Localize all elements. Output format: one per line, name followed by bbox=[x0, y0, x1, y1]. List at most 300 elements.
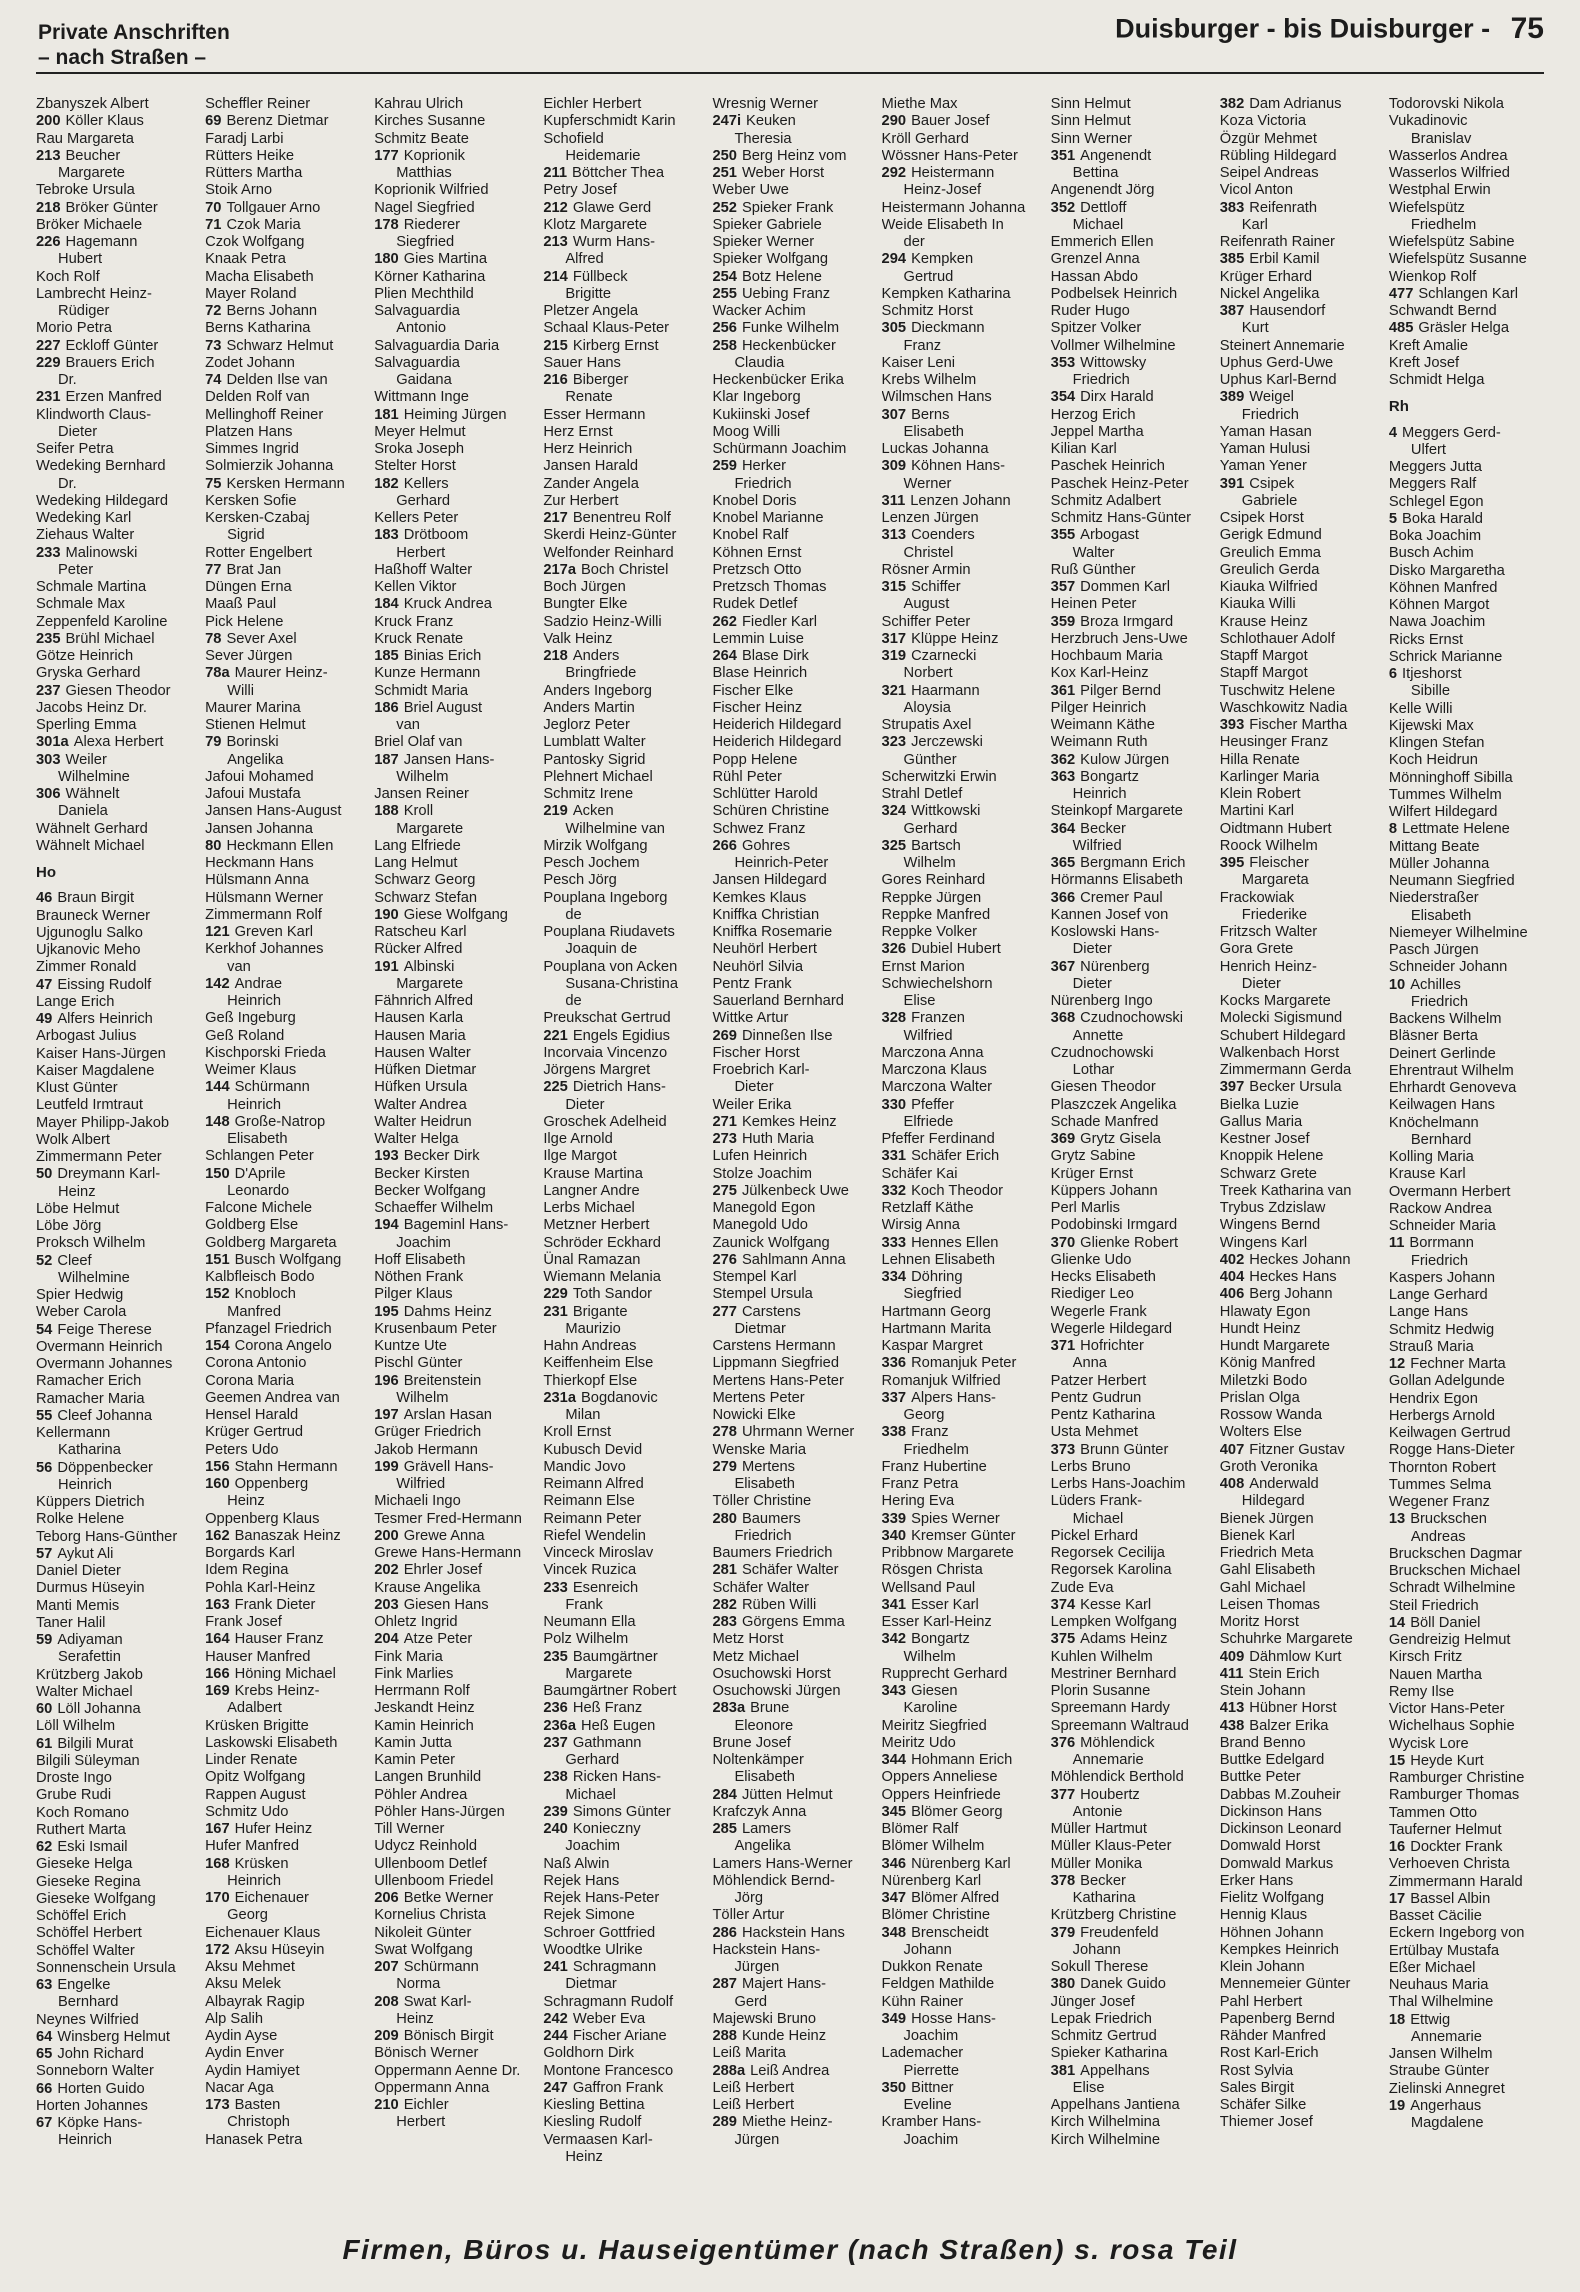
resident-name: Friedrich bbox=[1241, 406, 1299, 423]
resident-entry bbox=[543, 217, 702, 234]
resident-name: Brune Josef bbox=[712, 1734, 791, 1751]
resident-entry bbox=[1389, 942, 1548, 959]
resident-name: Rackow Andrea bbox=[1388, 1200, 1492, 1217]
house-number: 70 bbox=[205, 199, 222, 216]
house-number: 4 bbox=[1388, 424, 1398, 441]
resident-entry bbox=[1051, 1562, 1210, 1579]
resident-entry bbox=[882, 251, 1041, 268]
resident-name: Grube Rudi bbox=[36, 1787, 112, 1804]
resident-name: Ratscheu Karl bbox=[374, 924, 467, 940]
resident-entry bbox=[1389, 1632, 1548, 1649]
resident-name: Wegerle Hildegard bbox=[1050, 1320, 1173, 1337]
house-number: 163 bbox=[205, 1596, 230, 1613]
entry-continuation bbox=[543, 1597, 702, 1614]
resident-name: Krüger Gertrud bbox=[205, 1424, 304, 1441]
resident-name: Montone Francesco bbox=[543, 2062, 674, 2079]
resident-name: Kniffka Christian bbox=[712, 906, 820, 923]
resident-entry bbox=[374, 1942, 533, 1959]
resident-name: Krüsken Brigitte bbox=[205, 1717, 309, 1734]
resident-entry bbox=[1389, 2081, 1548, 2098]
resident-name: Heiderich Hildegard bbox=[712, 717, 842, 733]
resident-entry bbox=[205, 1838, 364, 1855]
resident-name: Heinz bbox=[227, 1493, 265, 1510]
resident-name: Jülkenbeck Uwe bbox=[741, 1182, 849, 1199]
resident-name: Hufer Heinz bbox=[234, 1821, 313, 1837]
resident-entry bbox=[543, 1528, 702, 1545]
house-number: 194 bbox=[374, 1217, 399, 1234]
resident-name: Schrick Marianne bbox=[1388, 648, 1503, 665]
resident-entry bbox=[36, 1943, 195, 1960]
entry-continuation bbox=[205, 752, 364, 769]
resident-name: Zimmermann Rolf bbox=[205, 906, 322, 923]
resident-name: Stein Johann bbox=[1219, 1683, 1306, 1699]
resident-name: Heckes Hans bbox=[1249, 1269, 1337, 1285]
house-number: 264 bbox=[712, 648, 737, 664]
house-number: 178 bbox=[374, 216, 399, 233]
resident-entry bbox=[882, 1562, 1041, 1579]
resident-entry bbox=[712, 113, 871, 130]
resident-name: Jakob Hermann bbox=[374, 1441, 478, 1458]
house-number: 241 bbox=[543, 1959, 568, 1975]
house-number: 193 bbox=[374, 1148, 399, 1165]
resident-name: Strauß Maria bbox=[1388, 1338, 1474, 1355]
resident-entry bbox=[712, 648, 871, 665]
resident-entry bbox=[36, 527, 195, 544]
resident-name: Baumers bbox=[741, 1510, 801, 1527]
resident-name: Gräsler Helga bbox=[1418, 320, 1509, 337]
resident-name: Friedrich bbox=[734, 475, 792, 492]
resident-entry bbox=[36, 908, 195, 925]
resident-entry bbox=[1389, 735, 1548, 752]
house-number: 61 bbox=[36, 1735, 53, 1752]
resident-entry bbox=[543, 648, 702, 665]
resident-name: Heß Franz bbox=[572, 1700, 643, 1717]
resident-name: Kerkhof Johannes bbox=[205, 941, 324, 958]
resident-name: Jörg bbox=[734, 1890, 764, 1906]
resident-entry bbox=[712, 269, 871, 286]
resident-name: Götze Heinrich bbox=[36, 648, 134, 664]
resident-entry bbox=[205, 614, 364, 631]
resident-entry bbox=[712, 1597, 871, 1614]
resident-name: Sahlmann Anna bbox=[741, 1251, 846, 1268]
resident-entry bbox=[374, 476, 533, 493]
resident-name: Coenders bbox=[911, 527, 975, 544]
resident-entry bbox=[712, 976, 871, 993]
resident-entry bbox=[1220, 1666, 1379, 1683]
resident-entry bbox=[543, 1045, 702, 1062]
resident-entry bbox=[1389, 1011, 1548, 1028]
resident-name: Karlinger Maria bbox=[1219, 768, 1320, 785]
resident-entry bbox=[1389, 1304, 1548, 1321]
resident-entry bbox=[1220, 1907, 1379, 1924]
resident-name: Leutfeld Irmtraut bbox=[36, 1097, 143, 1114]
resident-entry bbox=[1220, 372, 1379, 389]
resident-entry bbox=[543, 545, 702, 562]
resident-entry bbox=[36, 545, 195, 562]
resident-name: Kreft Josef bbox=[1388, 354, 1460, 371]
resident-name: Wegener Franz bbox=[1388, 1494, 1490, 1510]
resident-entry bbox=[1389, 1494, 1548, 1511]
resident-name: Jörgens Margret bbox=[543, 1062, 651, 1078]
resident-entry bbox=[712, 2114, 871, 2131]
resident-name: Pentz Gudrun bbox=[1050, 1389, 1142, 1406]
resident-name: Aykut Ali bbox=[57, 1545, 114, 1562]
resident-entry bbox=[712, 251, 871, 268]
resident-entry bbox=[1389, 251, 1548, 268]
resident-name: Serafettin bbox=[58, 1649, 121, 1666]
resident-name: Wienkop Rolf bbox=[1388, 268, 1477, 285]
resident-entry bbox=[1051, 959, 1210, 976]
resident-name: Willi bbox=[227, 682, 255, 699]
resident-entry bbox=[374, 1528, 533, 1545]
resident-entry bbox=[1389, 1339, 1548, 1356]
resident-name: Nürenberg bbox=[1080, 958, 1150, 975]
resident-entry bbox=[1389, 1598, 1548, 1615]
resident-entry bbox=[1389, 821, 1548, 838]
resident-entry bbox=[374, 959, 533, 976]
entry-continuation bbox=[543, 1407, 702, 1424]
resident-name: Schmitz Hans-Günter bbox=[1050, 510, 1192, 526]
resident-name: Anna bbox=[1072, 1355, 1107, 1372]
house-number: 212 bbox=[543, 199, 568, 216]
house-number: 202 bbox=[374, 1562, 399, 1579]
resident-entry bbox=[205, 1683, 364, 1700]
resident-entry bbox=[543, 1700, 702, 1717]
resident-name: Albayrak Ragip bbox=[205, 1993, 305, 2010]
resident-name: Sonneborn Walter bbox=[36, 2063, 154, 2080]
resident-entry bbox=[543, 1235, 702, 1252]
resident-name: Kunze Hermann bbox=[374, 665, 481, 682]
resident-entry bbox=[205, 131, 364, 148]
resident-entry bbox=[374, 407, 533, 424]
resident-name: Schwarz Helmut bbox=[226, 337, 334, 354]
resident-entry bbox=[712, 821, 871, 838]
resident-entry bbox=[205, 1010, 364, 1027]
resident-entry bbox=[36, 1977, 195, 1994]
resident-entry bbox=[1051, 113, 1210, 130]
entry-continuation bbox=[1389, 2029, 1548, 2046]
resident-entry bbox=[712, 2045, 871, 2062]
resident-name: Neuhörl Silvia bbox=[712, 958, 804, 975]
resident-entry bbox=[1051, 1114, 1210, 1131]
resident-name: Frank bbox=[565, 1596, 603, 1613]
resident-entry bbox=[712, 1200, 871, 1217]
resident-entry bbox=[1220, 165, 1379, 182]
resident-name: Meggers Ralf bbox=[1388, 476, 1477, 493]
resident-entry bbox=[712, 1649, 871, 1666]
house-number: 383 bbox=[1219, 199, 1245, 216]
resident-entry bbox=[1220, 700, 1379, 717]
resident-entry bbox=[1051, 1010, 1210, 1027]
resident-entry bbox=[1389, 528, 1548, 545]
house-number: 142 bbox=[205, 975, 230, 992]
resident-name: Giesen bbox=[911, 1683, 958, 1699]
resident-name: Alexa Herbert bbox=[73, 734, 164, 751]
entry-continuation bbox=[36, 1270, 195, 1287]
house-number: 313 bbox=[881, 527, 907, 544]
resident-name: Heistermann Johanna bbox=[881, 199, 1026, 216]
resident-entry bbox=[1220, 786, 1379, 803]
resident-entry bbox=[543, 527, 702, 544]
resident-name: Funke Wilhelm bbox=[741, 320, 840, 337]
entry-continuation bbox=[1051, 1890, 1210, 1907]
resident-name: Valk Heinz bbox=[543, 630, 613, 647]
resident-entry bbox=[882, 769, 1041, 786]
resident-name: Koslowski Hans- bbox=[1050, 924, 1160, 940]
house-number: 233 bbox=[36, 544, 61, 561]
resident-entry bbox=[543, 1010, 702, 1027]
resident-entry bbox=[1051, 1269, 1210, 1286]
resident-entry bbox=[1220, 1407, 1379, 1424]
resident-entry bbox=[36, 458, 195, 475]
resident-name: Klar Ingeborg bbox=[712, 389, 801, 406]
resident-entry bbox=[543, 1856, 702, 1873]
resident-name: Falcone Michele bbox=[205, 1200, 313, 1216]
resident-name: Wilhelm bbox=[396, 1389, 449, 1406]
resident-name: Heckmann Hans bbox=[205, 855, 314, 871]
resident-name: Koch Heidrun bbox=[1388, 752, 1478, 769]
resident-entry bbox=[1051, 458, 1210, 475]
resident-name: Heinrich bbox=[58, 2132, 112, 2149]
resident-name: Plien Mechthild bbox=[374, 285, 474, 302]
resident-name: Gabriele bbox=[1241, 492, 1298, 509]
resident-name: Jafoui Mohamed bbox=[205, 768, 314, 785]
resident-name: Ernst Marion bbox=[881, 958, 965, 975]
resident-name: Hochbaum Maria bbox=[1050, 648, 1163, 664]
resident-name: Hausendorf bbox=[1249, 303, 1326, 319]
resident-entry bbox=[543, 700, 702, 717]
resident-entry bbox=[712, 1787, 871, 1804]
resident-name: Schmidt Maria bbox=[374, 682, 469, 699]
resident-entry bbox=[1220, 1373, 1379, 1390]
house-number: 337 bbox=[881, 1389, 907, 1406]
resident-name: Acken bbox=[572, 803, 614, 820]
entry-continuation bbox=[882, 821, 1041, 838]
resident-entry bbox=[36, 994, 195, 1011]
resident-name: Buttke Peter bbox=[1219, 1769, 1301, 1786]
resident-entry bbox=[36, 1615, 195, 1632]
resident-name: Küppers Johann bbox=[1050, 1182, 1158, 1199]
resident-name: Gerigk Edmund bbox=[1219, 527, 1322, 544]
resident-name: Schubert Hildegard bbox=[1219, 1027, 1346, 1044]
resident-entry bbox=[1389, 165, 1548, 182]
resident-name: Fielitz Wolfgang bbox=[1219, 1890, 1324, 1906]
resident-entry bbox=[1051, 1787, 1210, 1804]
resident-entry bbox=[1220, 2028, 1379, 2045]
resident-entry bbox=[1389, 1408, 1548, 1425]
resident-name: Fischer Heinz bbox=[712, 699, 803, 716]
resident-entry bbox=[712, 1010, 871, 1027]
house-number: 54 bbox=[36, 1321, 53, 1338]
entry-continuation bbox=[1051, 217, 1210, 234]
resident-name: Zodet Johann bbox=[205, 354, 295, 371]
resident-entry bbox=[1051, 1545, 1210, 1562]
resident-name: Bauer Josef bbox=[911, 113, 990, 130]
house-number: 336 bbox=[881, 1355, 907, 1372]
resident-name: Margarete bbox=[396, 975, 464, 992]
resident-entry bbox=[882, 1804, 1041, 1821]
resident-name: Wilhelmine bbox=[58, 1269, 130, 1286]
resident-entry bbox=[1051, 407, 1210, 424]
resident-entry bbox=[36, 2115, 195, 2132]
house-number: 183 bbox=[374, 527, 399, 544]
resident-name: Müller Johanna bbox=[1388, 855, 1490, 872]
resident-name: Berns bbox=[911, 406, 950, 423]
resident-name: Jütten Helmut bbox=[741, 1786, 833, 1803]
resident-name: Klindworth Claus- bbox=[36, 406, 152, 423]
resident-name: Pesch Jörg bbox=[543, 872, 617, 889]
resident-name: Pentz Frank bbox=[712, 975, 792, 992]
resident-name: Lademacher bbox=[881, 2045, 964, 2062]
resident-name: Spieker Wolfgang bbox=[712, 251, 829, 268]
resident-name: Bernhard bbox=[58, 1994, 119, 2011]
resident-name: Hubert bbox=[58, 251, 103, 268]
resident-entry bbox=[374, 1493, 533, 1510]
resident-name: Antonio bbox=[396, 320, 447, 337]
resident-name: Bungter Elke bbox=[543, 596, 628, 613]
resident-name: Ulfert bbox=[1410, 441, 1446, 458]
resident-name: Schmale Max bbox=[36, 596, 125, 613]
resident-entry bbox=[1389, 1856, 1548, 1873]
resident-name: Podobinski Irmgard bbox=[1050, 1217, 1178, 1234]
house-number: 235 bbox=[36, 630, 61, 647]
resident-name: Preukschat Gertrud bbox=[543, 1010, 671, 1027]
resident-name: Antonie bbox=[1072, 1803, 1123, 1820]
resident-name: Arslan Hasan bbox=[403, 1407, 492, 1423]
resident-name: Heckenbücker bbox=[741, 337, 836, 354]
resident-entry bbox=[205, 2080, 364, 2097]
entry-continuation bbox=[882, 1407, 1041, 1424]
resident-entry bbox=[882, 372, 1041, 389]
entry-continuation bbox=[882, 1286, 1041, 1303]
resident-entry bbox=[374, 1459, 533, 1476]
column-2 bbox=[205, 96, 364, 2186]
house-number: 368 bbox=[1050, 1010, 1076, 1027]
resident-name: Möhlendick Berthold bbox=[1050, 1769, 1184, 1786]
resident-entry bbox=[1220, 821, 1379, 838]
resident-entry bbox=[36, 1667, 195, 1684]
resident-entry bbox=[712, 424, 871, 441]
resident-entry bbox=[543, 1390, 702, 1407]
resident-name: Brigante bbox=[572, 1303, 628, 1320]
resident-entry bbox=[712, 1045, 871, 1062]
resident-entry bbox=[712, 959, 871, 976]
resident-entry bbox=[36, 683, 195, 700]
resident-name: Hildegard bbox=[1241, 1493, 1305, 1510]
resident-entry bbox=[374, 200, 533, 217]
house-number: 214 bbox=[543, 268, 568, 285]
resident-name: Sperling Emma bbox=[36, 717, 137, 733]
resident-entry bbox=[205, 1752, 364, 1769]
resident-entry bbox=[374, 1338, 533, 1355]
house-number: 378 bbox=[1050, 1872, 1076, 1889]
resident-entry bbox=[712, 2011, 871, 2028]
resident-entry bbox=[1051, 1183, 1210, 1200]
resident-name: Lettmate Helene bbox=[1402, 821, 1510, 838]
resident-entry bbox=[712, 2063, 871, 2080]
resident-entry bbox=[882, 1252, 1041, 1269]
resident-entry bbox=[543, 2080, 702, 2097]
resident-name: Giesen Theodor bbox=[1050, 1079, 1156, 1096]
resident-entry bbox=[543, 131, 702, 148]
resident-entry bbox=[1220, 200, 1379, 217]
resident-entry bbox=[1389, 1097, 1548, 1114]
resident-name: Peter bbox=[58, 561, 94, 578]
resident-name: Hausen Maria bbox=[374, 1027, 466, 1044]
resident-name: Adiyaman bbox=[57, 1632, 123, 1648]
resident-entry bbox=[205, 303, 364, 320]
resident-name: Rogge Hans-Dieter bbox=[1388, 1442, 1515, 1459]
resident-entry bbox=[205, 1942, 364, 1959]
resident-name: Aydin Hamiyet bbox=[205, 2062, 300, 2079]
resident-name: Dieckmann bbox=[911, 320, 985, 337]
resident-entry bbox=[882, 458, 1041, 475]
resident-name: Rübling Hildegard bbox=[1219, 147, 1337, 164]
resident-name: Gahl Elisabeth bbox=[1219, 1562, 1316, 1579]
resident-entry bbox=[882, 1718, 1041, 1735]
resident-name: Dettloff bbox=[1080, 199, 1127, 216]
resident-name: Jeppel Martha bbox=[1050, 423, 1144, 440]
resident-name: Kalbfleisch Bodo bbox=[205, 1269, 315, 1285]
resident-entry bbox=[1051, 803, 1210, 820]
resident-name: Scherwitzki Erwin bbox=[881, 768, 997, 785]
house-number: 209 bbox=[374, 2028, 399, 2044]
resident-entry bbox=[712, 1856, 871, 1873]
resident-entry bbox=[1051, 579, 1210, 596]
house-number: 213 bbox=[543, 234, 568, 250]
resident-name: Bröker Michaele bbox=[36, 216, 143, 233]
resident-entry bbox=[882, 924, 1041, 941]
resident-entry bbox=[712, 562, 871, 579]
resident-name: Becker bbox=[1080, 1872, 1126, 1889]
resident-name: Schradt Wilhelmine bbox=[1388, 1580, 1516, 1597]
resident-entry bbox=[205, 700, 364, 717]
resident-name: Zaunick Wolfgang bbox=[712, 1234, 830, 1251]
resident-entry bbox=[882, 1183, 1041, 1200]
resident-name: Manfred bbox=[227, 1303, 281, 1320]
resident-entry bbox=[1389, 338, 1548, 355]
resident-entry bbox=[882, 389, 1041, 406]
resident-name: Gathmann bbox=[572, 1734, 642, 1751]
resident-name: Kannen Josef von bbox=[1050, 906, 1169, 923]
resident-entry bbox=[543, 1028, 702, 1045]
resident-name: de bbox=[565, 906, 582, 923]
house-number: 236 bbox=[543, 1700, 568, 1717]
resident-entry bbox=[1220, 476, 1379, 493]
resident-entry bbox=[374, 1804, 533, 1821]
resident-name: Krüsken bbox=[234, 1855, 289, 1872]
resident-entry bbox=[1389, 1925, 1548, 1942]
resident-name: Wiefelspütz Susanne bbox=[1388, 251, 1527, 268]
entry-continuation bbox=[1051, 1355, 1210, 1372]
listing-columns bbox=[36, 96, 1548, 2186]
resident-name: Kirch Wilhelmina bbox=[1050, 2114, 1161, 2131]
house-number: 282 bbox=[712, 1596, 737, 1613]
resident-name: Schlegel Egon bbox=[1388, 493, 1484, 510]
resident-name: Albinski bbox=[403, 958, 455, 975]
house-number: 247i bbox=[712, 113, 742, 130]
resident-entry bbox=[374, 2028, 533, 2045]
resident-entry bbox=[1051, 1856, 1210, 1873]
resident-name: Strupatis Axel bbox=[881, 717, 972, 733]
resident-entry bbox=[543, 1580, 702, 1597]
resident-name: Spitzer Volker bbox=[1050, 320, 1142, 337]
resident-name: Margarete bbox=[396, 820, 464, 837]
house-number: 199 bbox=[374, 1458, 399, 1475]
resident-entry bbox=[36, 148, 195, 165]
resident-name: Branislav bbox=[1410, 130, 1472, 147]
resident-name: Brauers Erich bbox=[65, 354, 155, 371]
